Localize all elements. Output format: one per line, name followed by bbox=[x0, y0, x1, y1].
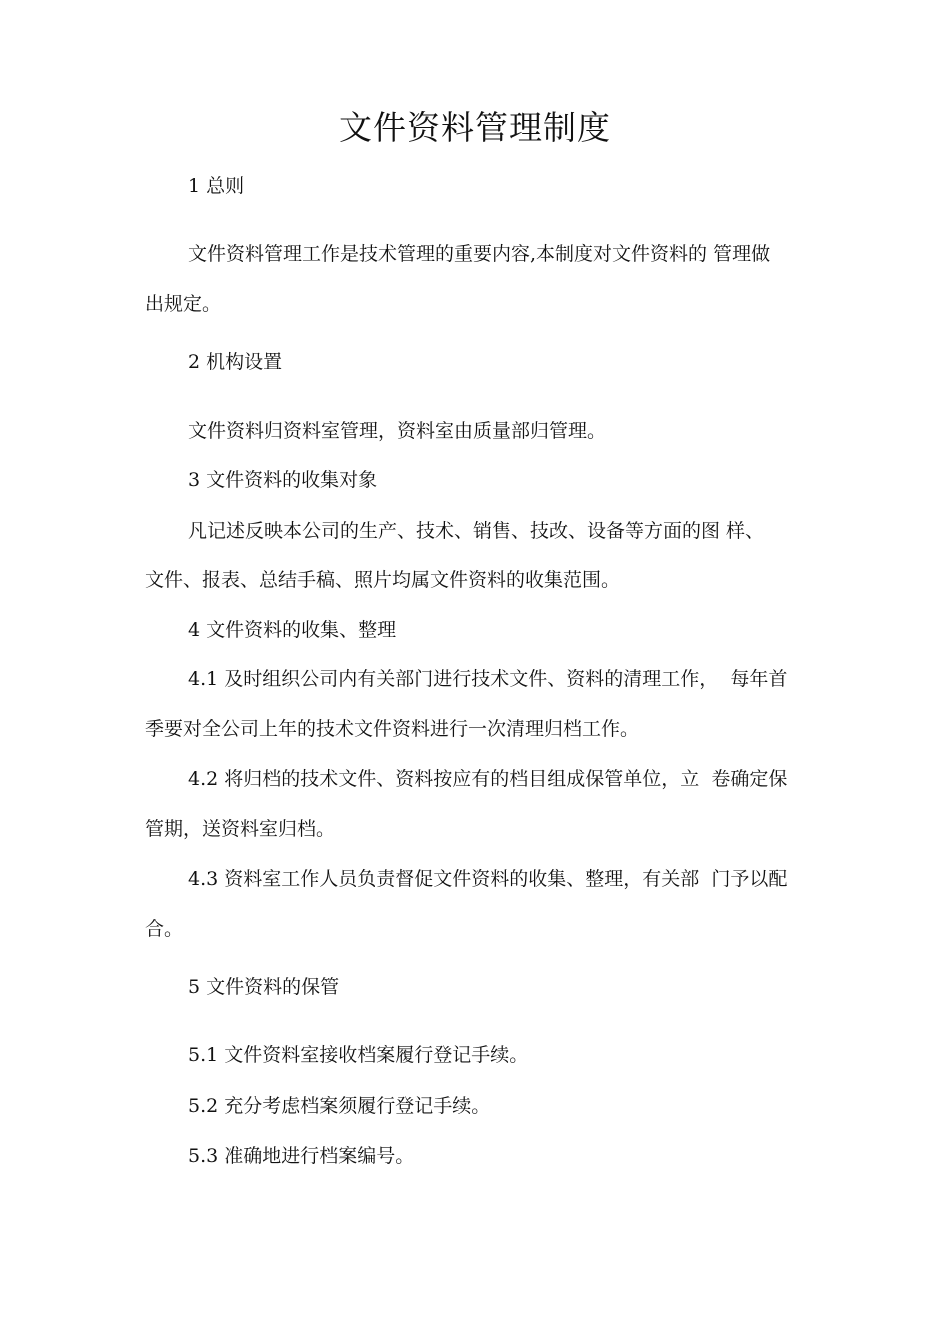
paragraph-line: 4.2 将归档的技术文件、资料按应有的档目组成保管单位，立 卷确定保 bbox=[188, 768, 788, 790]
paragraph-line: 出规定。 bbox=[145, 293, 222, 315]
paragraph-line: 5.1 文件资料室接收档案履行登记手续。 bbox=[188, 1044, 529, 1066]
section-heading-collection-scope: 3 文件资料的收集对象 bbox=[188, 469, 378, 491]
section-heading-collection-organization: 4 文件资料的收集、整理 bbox=[188, 619, 397, 641]
section-heading-storage: 5 文件资料的保管 bbox=[188, 976, 340, 998]
paragraph-line: 文件资料归资料室管理，资料室由质量部归管理。 bbox=[188, 420, 607, 442]
document-title: 文件资料管理制度 bbox=[339, 108, 611, 147]
paragraph-line: 合。 bbox=[145, 918, 184, 940]
section-heading-organization: 2 机构设置 bbox=[188, 351, 283, 373]
paragraph-line: 5.2 充分考虑档案须履行登记手续。 bbox=[188, 1095, 491, 1117]
paragraph-line: 文件、报表、总结手稿、照片均属文件资料的收集范围。 bbox=[145, 569, 621, 591]
paragraph-line: 5.3 准确地进行档案编号。 bbox=[188, 1145, 415, 1167]
paragraph-line: 管期，送资料室归档。 bbox=[145, 818, 336, 840]
paragraph-line: 文件资料管理工作是技术管理的重要内容,本制度对文件资料的 管理做 bbox=[188, 243, 771, 265]
paragraph-line: 季要对全公司上年的技术文件资料进行一次清理归档工作。 bbox=[145, 718, 640, 740]
paragraph-line: 4.1 及时组织公司内有关部门进行技术文件、资料的清理工作， 每年首 bbox=[188, 668, 788, 690]
section-heading-general: 1 总则 bbox=[188, 175, 245, 197]
paragraph-line: 4.3 资料室工作人员负责督促文件资料的收集、整理，有关部 门予以配 bbox=[188, 868, 788, 890]
paragraph-line: 凡记述反映本公司的生产、技术、销售、技改、设备等方面的图 样、 bbox=[188, 520, 765, 542]
